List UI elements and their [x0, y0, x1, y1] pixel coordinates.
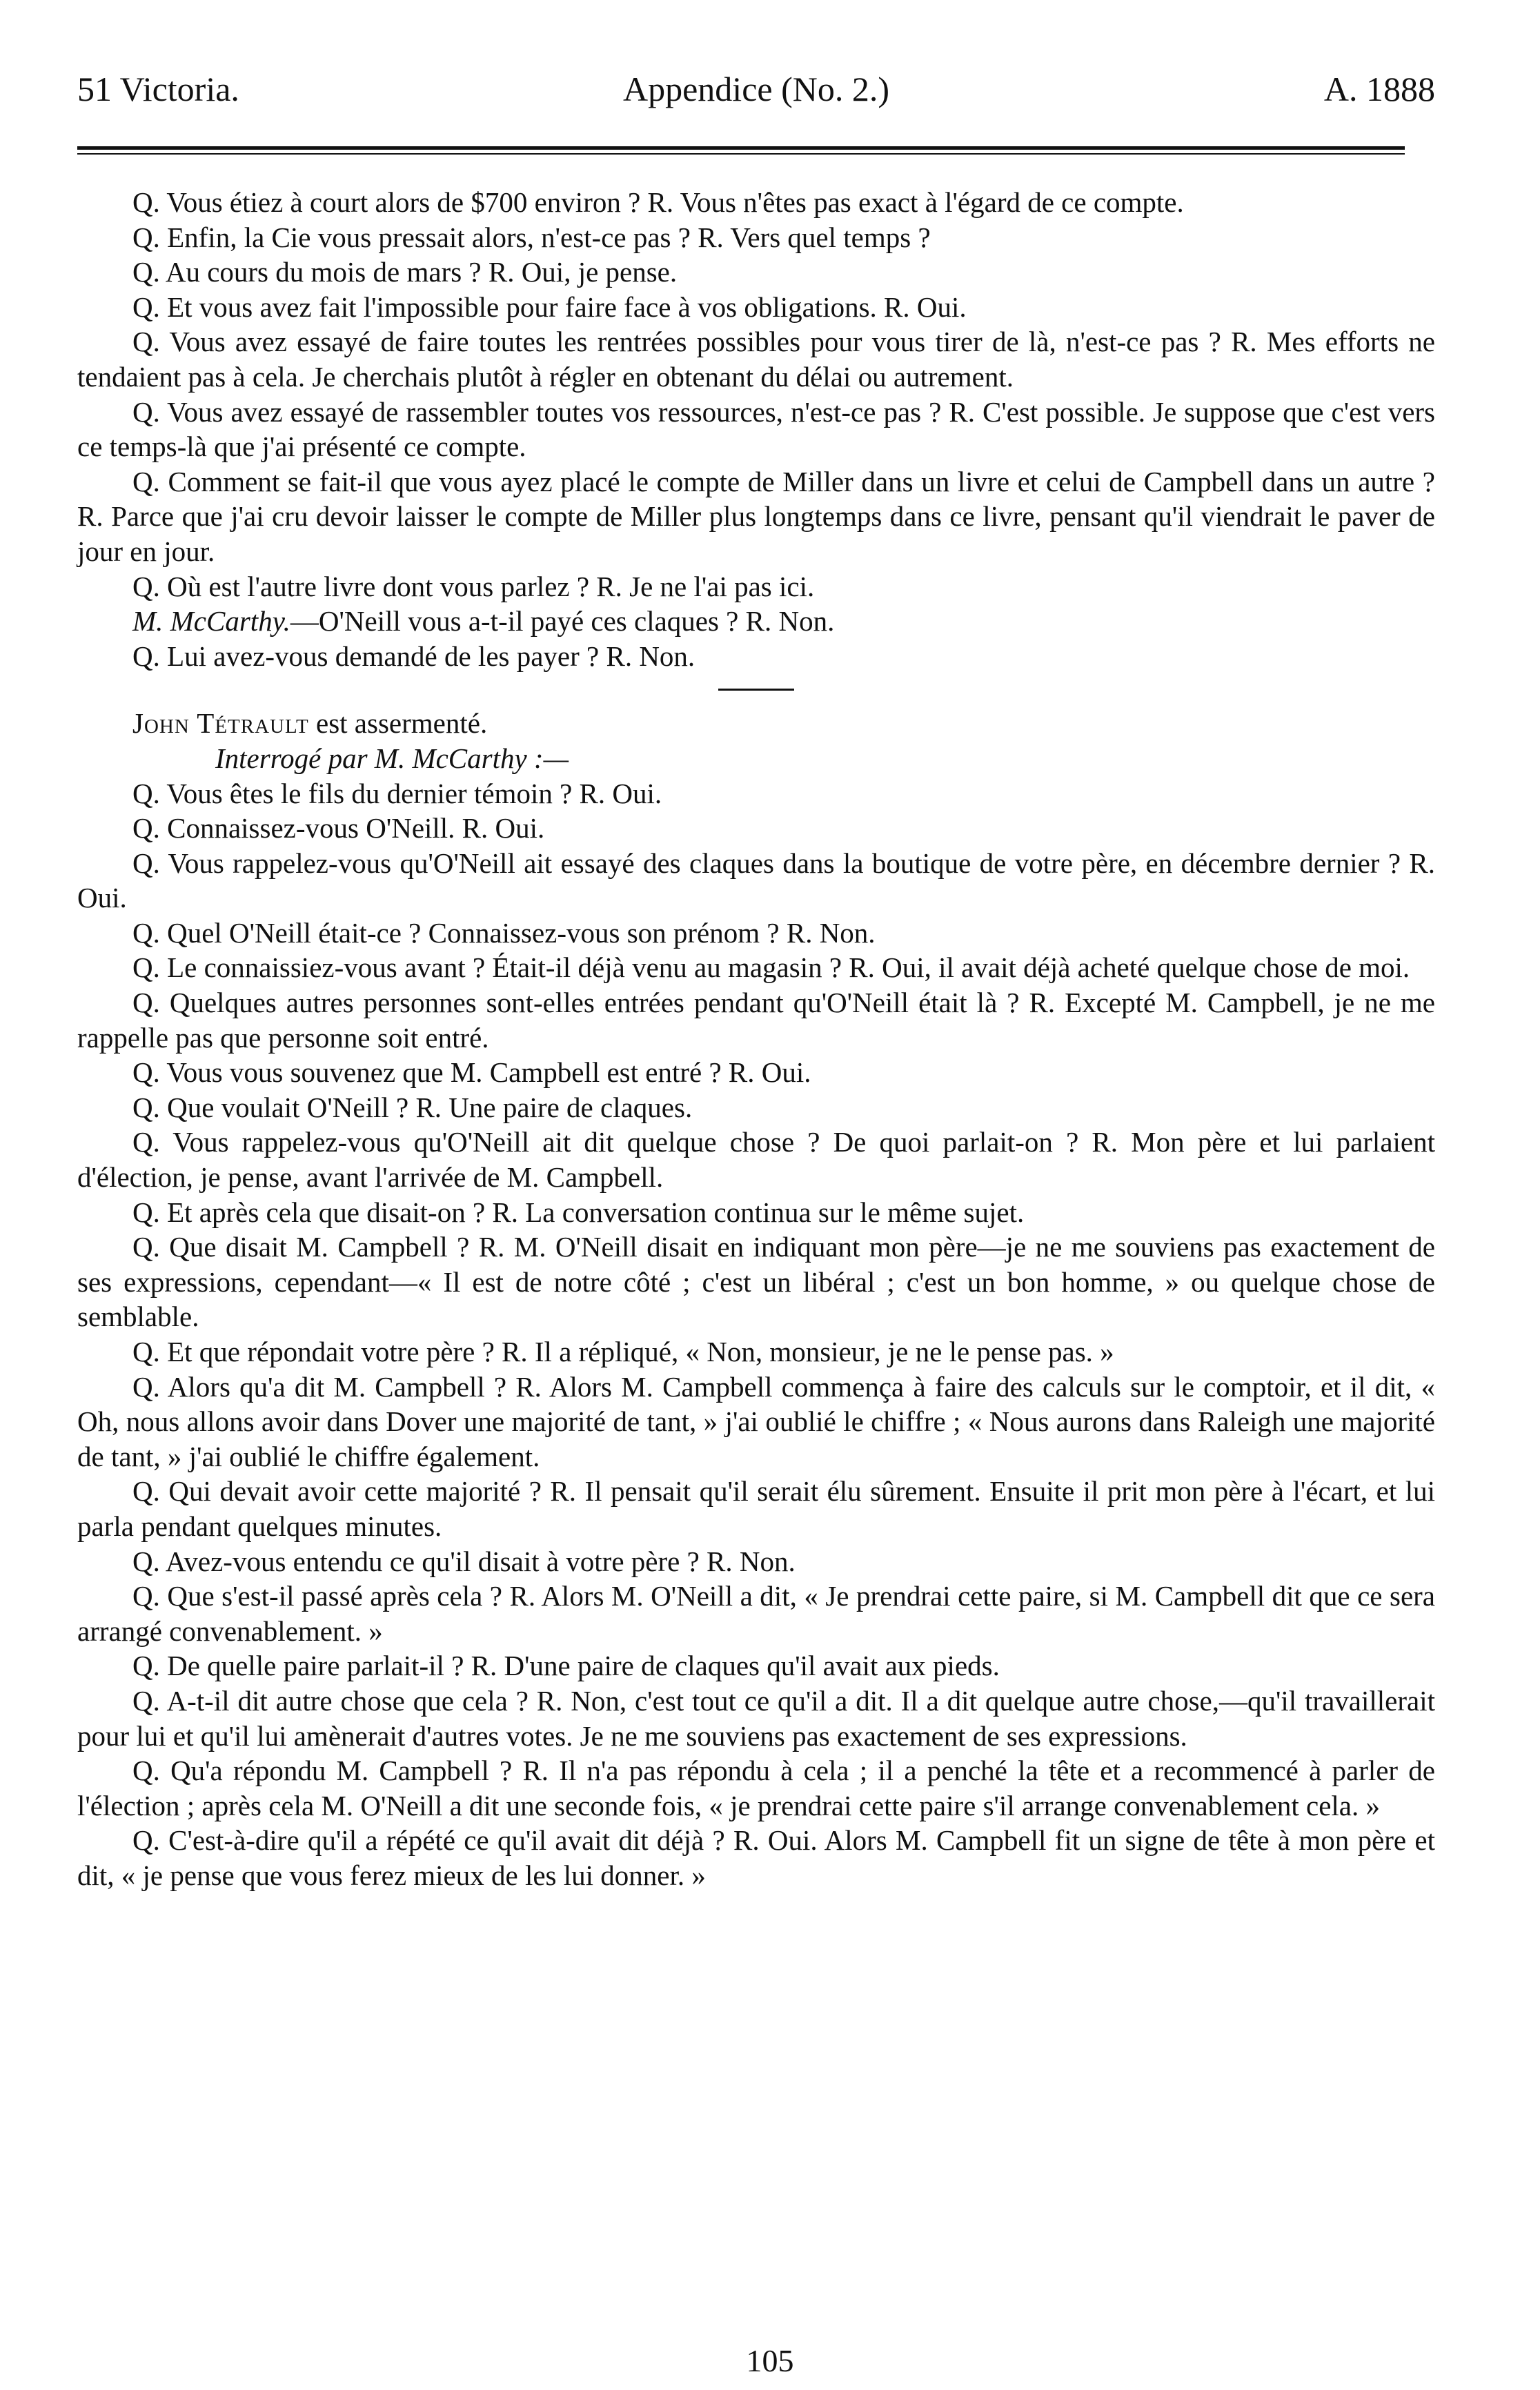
witness-sworn-line [77, 706, 1435, 741]
testimony-paragraph: Q. De quelle paire parlait-il ? R. D'une paire de claques qu'il avait aux pieds. [132, 1650, 1000, 1682]
testimony-paragraph: Q. Au cours du mois de mars ? R. Oui, je pense. [132, 256, 678, 288]
header-appendix: Appendice (No. 2.) [623, 70, 889, 108]
testimony-part-1 [77, 185, 1435, 604]
testimony-paragraph: Q. Qu'a répondu M. Campbell ? R. Il n'a pas répondu à cela ; il a penché la tête et a recommencé à parler de l'élection ; après cela M. O'Neill a dit une seconde fois, « je prendrai cette paire s'il arrange convenablement cela. » [77, 1755, 1435, 1821]
testimony-paragraph: Q. Vous vous souvenez que M. Campbell est entré ? R. Oui. [132, 1056, 811, 1089]
testimony-paragraph: Q. Et après cela que disait-on ? R. La conversation continua sur le même sujet. [132, 1196, 1025, 1228]
page-number: 105 [746, 2343, 794, 2378]
testimony-paragraph: Q. Vous rappelez-vous qu'O'Neill ait essayé des claques dans la boutique de votre père, en décembre dernier ? R. Oui. [77, 847, 1435, 914]
testimony-paragraph: Q. C'est-à-dire qu'il a répété ce qu'il avait dit déjà ? R. Oui. Alors M. Campbell fit un signe de tête à mon père et dit, « je pense que vous ferez mieux de les lui donner. » [77, 1824, 1435, 1891]
testimony-paragraph: Q. Le connaissiez-vous avant ? Était-il déjà venu au magasin ? R. Oui, il avait déjà acheté quelque chose de moi. [132, 951, 1410, 984]
mccarthy-question [77, 604, 1435, 639]
testimony-paragraph: Q. Comment se fait-il que vous ayez placé le compte de Miller dans un livre et celui de Campbell dans un autre ? R. Parce que j'ai cru devoir laisser le compte de Miller plus longtemps dans ce livre, pensant qu'il viendrait le paver de jour en jour. [77, 465, 1435, 567]
interrogation-heading: Interrogé par M. McCarthy :— [215, 742, 569, 774]
section-separator [718, 689, 794, 691]
testimony-paragraph: Q. Et vous avez fait l'impossible pour faire face à vos obligations. R. Oui. [132, 290, 967, 323]
testimony-paragraph: Q. Vous avez essayé de faire toutes les rentrées possibles pour vous tirer de là, n'est-ce pas ? R. Mes efforts ne tendaient pas à cela. Je cherchais plutôt à régler en obtenant du délai ou autrement. [77, 326, 1435, 393]
testimony-paragraph: Q. Que s'est-il passé après cela ? R. Alors M. O'Neill a dit, « Je prendrai cette paire, si M. Campbell dit que ce sera arrangé convenablement. » [77, 1580, 1435, 1647]
witness-name: John Tétrault [132, 707, 309, 740]
testimony-paragraph: Q. Vous étiez à court alors de $700 environ ? R. Vous n'êtes pas exact à l'égard de ce compte. [132, 186, 1184, 218]
running-header [77, 69, 1435, 124]
testimony-paragraph: Q. Quelques autres personnes sont-elles entrées pendant qu'O'Neill était là ? R. Excepté M. Campbell, je ne me rappelle pas que personne soit entré. [77, 987, 1435, 1054]
header-rule-thin [77, 153, 1405, 155]
testimony-paragraph: Q. Que voulait O'Neill ? R. Une paire de claques. [132, 1091, 693, 1123]
testimony-paragraph: Q. A-t-il dit autre chose que cela ? R. Non, c'est tout ce qu'il a dit. Il a dit quelque autre chose,—qu'il travaillerait pour lui et qu'il lui amènerait d'autres votes. Je ne me souviens pas exactement de ses expressions. [77, 1684, 1435, 1752]
testimony-paragraph: Q. Avez-vous entendu ce qu'il disait à votre père ? R. Non. [132, 1545, 796, 1577]
testimony-paragraph: Q. Et que répondait votre père ? R. Il a répliqué, « Non, monsieur, je ne le pense pas. » [132, 1336, 1114, 1367]
header-rule-thick [77, 146, 1405, 150]
testimony-paragraph: Q. Connaissez-vous O'Neill. R. Oui. [132, 812, 545, 845]
witness-sworn-text: est assermenté. [308, 707, 488, 740]
testimony-paragraph: Q. Vous rappelez-vous qu'O'Neill ait dit quelque chose ? De quoi parlait-on ? R. Mon père et lui parlaient d'élection, je pense, avant l'arrivée de M. Campbell. [77, 1126, 1435, 1194]
testimony-paragraph: Q. Alors qu'a dit M. Campbell ? R. Alors M. Campbell commença à faire des calculs sur le comptoir, et il dit, « Oh, nous allons avoir dans Dover une majorité de tant, » j'ai oublié le chiffre ; « Nous aurons dans Raleigh une majorité de tant, » j'ai oublié le chiffre également. [77, 1370, 1435, 1472]
testimony-paragraph: Q. Vous avez essayé de rassembler toutes vos ressources, n'est-ce pas ? R. C'est possible. Je suppose que c'est vers ce temps-là que j'ai présenté ce compte. [77, 395, 1435, 463]
testimony-paragraph: Q. Qui devait avoir cette majorité ? R. Il pensait qu'il serait élu sûrement. Ensuite il prit mon père à l'écart, et lui parla pendant quelques minutes. [77, 1475, 1435, 1542]
testimony-body [77, 185, 1435, 1893]
testimony-paragraph: Q. Que disait M. Campbell ? R. M. O'Neill disait en indiquant mon père—je ne me souviens pas exactement de ses expressions, cependant—« Il est de notre côté ; c'est un libéral ; c'est un bon homme, » ou quelque chose de semblable. [77, 1231, 1435, 1333]
testimony-paragraph: Q. Enfin, la Cie vous pressait alors, n'est-ce pas ? R. Vers quel temps ? [132, 221, 931, 253]
testimony-paragraph: Q. Vous êtes le fils du dernier témoin ? R. Oui. [132, 777, 662, 809]
testimony-paragraph: Q. Où est l'autre livre dont vous parlez ? R. Je ne l'ai pas ici. [132, 570, 815, 602]
testimony-paragraph: Q. Lui avez-vous demandé de les payer ? R. Non. [132, 640, 695, 672]
mccarthy-speaker: M. McCarthy. [132, 605, 290, 638]
testimony-paragraph: Q. Quel O'Neill était-ce ? Connaissez-vous son prénom ? R. Non. [132, 916, 876, 949]
mccarthy-text: —O'Neill vous a-t-il payé ces claques ? R. Non. [290, 605, 835, 638]
testimony-part-2 [77, 776, 1435, 1893]
header-year: A. 1888 [1323, 70, 1435, 108]
header-session: 51 Victoria. [77, 70, 239, 108]
